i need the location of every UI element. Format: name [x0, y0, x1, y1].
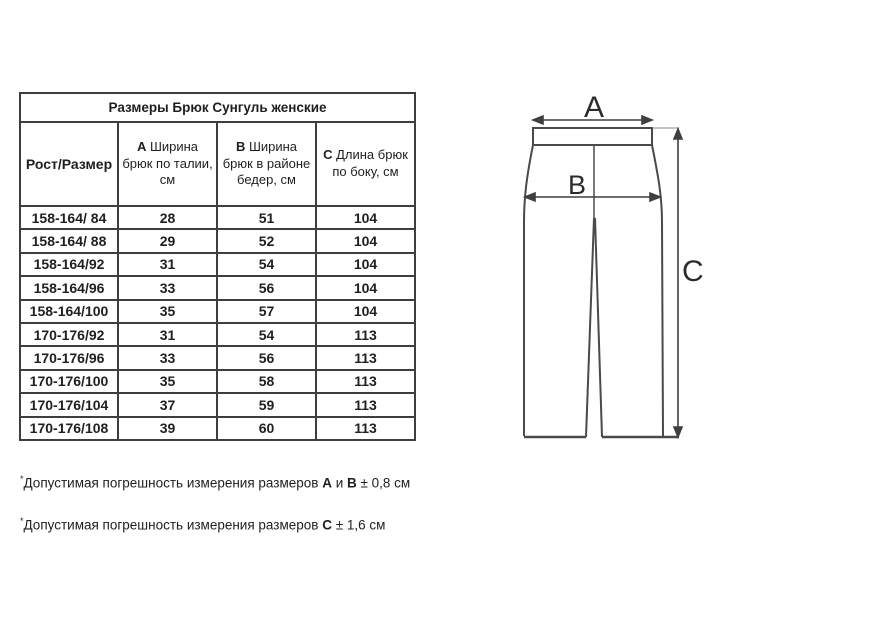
footnote-text: Допустимая погрешность измерения размеров — [23, 475, 323, 490]
table-row — [20, 370, 415, 393]
footnote-text: ± 0,8 см — [356, 475, 411, 490]
footnote-tolerance-ab — [20, 474, 410, 492]
cell-length: 104 — [316, 229, 415, 252]
footnote-letter-b: В — [347, 475, 357, 490]
col-header-c — [316, 122, 415, 206]
footnote-text: Допустимая погрешность измерения размеров — [23, 517, 323, 532]
trousers-diagram — [470, 80, 720, 460]
cell-hip: 57 — [217, 300, 316, 323]
left-outer-seam — [524, 145, 533, 436]
arrowhead-b-right — [650, 193, 660, 201]
footnote-letter-a: А — [322, 475, 332, 490]
waistband-outline — [533, 128, 652, 145]
cell-hip: 54 — [217, 323, 316, 346]
table-row — [20, 229, 415, 252]
col-header-b — [217, 122, 316, 206]
cell-length: 104 — [316, 276, 415, 299]
table-row — [20, 253, 415, 276]
col-header-a-letter: А — [136, 138, 147, 154]
cell-length: 113 — [316, 417, 415, 440]
cell-size: 170-176/100 — [20, 370, 118, 393]
cell-waist: 31 — [118, 253, 217, 276]
cell-size: 170-176/108 — [20, 417, 118, 440]
arrowhead-a-left — [533, 116, 543, 124]
cell-length: 104 — [316, 300, 415, 323]
col-header-b-label: Ширина брюк в районе бедер, см — [222, 138, 311, 188]
table-row — [20, 276, 415, 299]
table-header-row — [20, 122, 415, 206]
arrowhead-c-top — [674, 129, 682, 139]
cell-hip: 56 — [217, 346, 316, 369]
table-title-row — [20, 93, 415, 122]
dimension-label-b: B — [567, 170, 587, 200]
cell-size: 158-164/96 — [20, 276, 118, 299]
left-inseam — [586, 218, 594, 437]
arrowhead-b-left — [525, 193, 535, 201]
cell-waist: 29 — [118, 229, 217, 252]
table-title: Размеры Брюк Сунгуль женские — [20, 93, 415, 122]
footnote-text: ± 1,6 см — [331, 517, 386, 532]
cell-waist: 39 — [118, 417, 217, 440]
cell-length: 113 — [316, 370, 415, 393]
table-row — [20, 323, 415, 346]
footnote-star: * — [20, 473, 24, 484]
col-header-a — [118, 122, 217, 206]
cell-hip: 60 — [217, 417, 316, 440]
cell-hip: 56 — [217, 276, 316, 299]
cell-hip: 59 — [217, 393, 316, 416]
cell-hip: 54 — [217, 253, 316, 276]
table-row — [20, 206, 415, 229]
cell-size: 158-164/ 84 — [20, 206, 118, 229]
cell-length: 104 — [316, 206, 415, 229]
table-row — [20, 393, 415, 416]
cell-hip: 58 — [217, 370, 316, 393]
col-header-size-label: Рост/Размер — [25, 155, 113, 172]
arrowhead-c-bottom — [674, 427, 682, 437]
cell-length: 113 — [316, 323, 415, 346]
arrowhead-a-right — [642, 116, 652, 124]
right-outer-seam — [652, 145, 663, 436]
cell-size: 158-164/100 — [20, 300, 118, 323]
footnote-text: и — [331, 475, 347, 490]
col-header-size — [20, 122, 118, 206]
cell-size: 170-176/92 — [20, 323, 118, 346]
col-header-b-letter: В — [235, 138, 246, 154]
col-header-c-label: Длина брюк по боку, см — [332, 147, 408, 179]
cell-waist: 37 — [118, 393, 217, 416]
size-table — [19, 92, 416, 441]
cell-waist: 33 — [118, 276, 217, 299]
cell-hip: 51 — [217, 206, 316, 229]
col-header-a-label: Ширина брюк по талии, см — [122, 138, 213, 188]
cell-waist: 33 — [118, 346, 217, 369]
table-row — [20, 417, 415, 440]
cell-size: 158-164/92 — [20, 253, 118, 276]
dimension-label-a: A — [583, 91, 605, 124]
footnote-letter-c: С — [322, 517, 332, 532]
table-row — [20, 346, 415, 369]
cell-length: 113 — [316, 346, 415, 369]
cell-size: 170-176/96 — [20, 346, 118, 369]
col-header-c-letter: С — [323, 147, 333, 163]
cell-waist: 31 — [118, 323, 217, 346]
footnote-tolerance-c — [20, 516, 385, 534]
right-inseam — [595, 218, 602, 437]
footnote-star: * — [20, 515, 24, 526]
cell-length: 113 — [316, 393, 415, 416]
cell-waist: 28 — [118, 206, 217, 229]
cell-size: 158-164/ 88 — [20, 229, 118, 252]
table-row — [20, 300, 415, 323]
cell-length: 104 — [316, 253, 415, 276]
cell-waist: 35 — [118, 300, 217, 323]
cell-size: 170-176/104 — [20, 393, 118, 416]
dimension-label-c: C — [682, 255, 704, 288]
cell-waist: 35 — [118, 370, 217, 393]
cell-hip: 52 — [217, 229, 316, 252]
